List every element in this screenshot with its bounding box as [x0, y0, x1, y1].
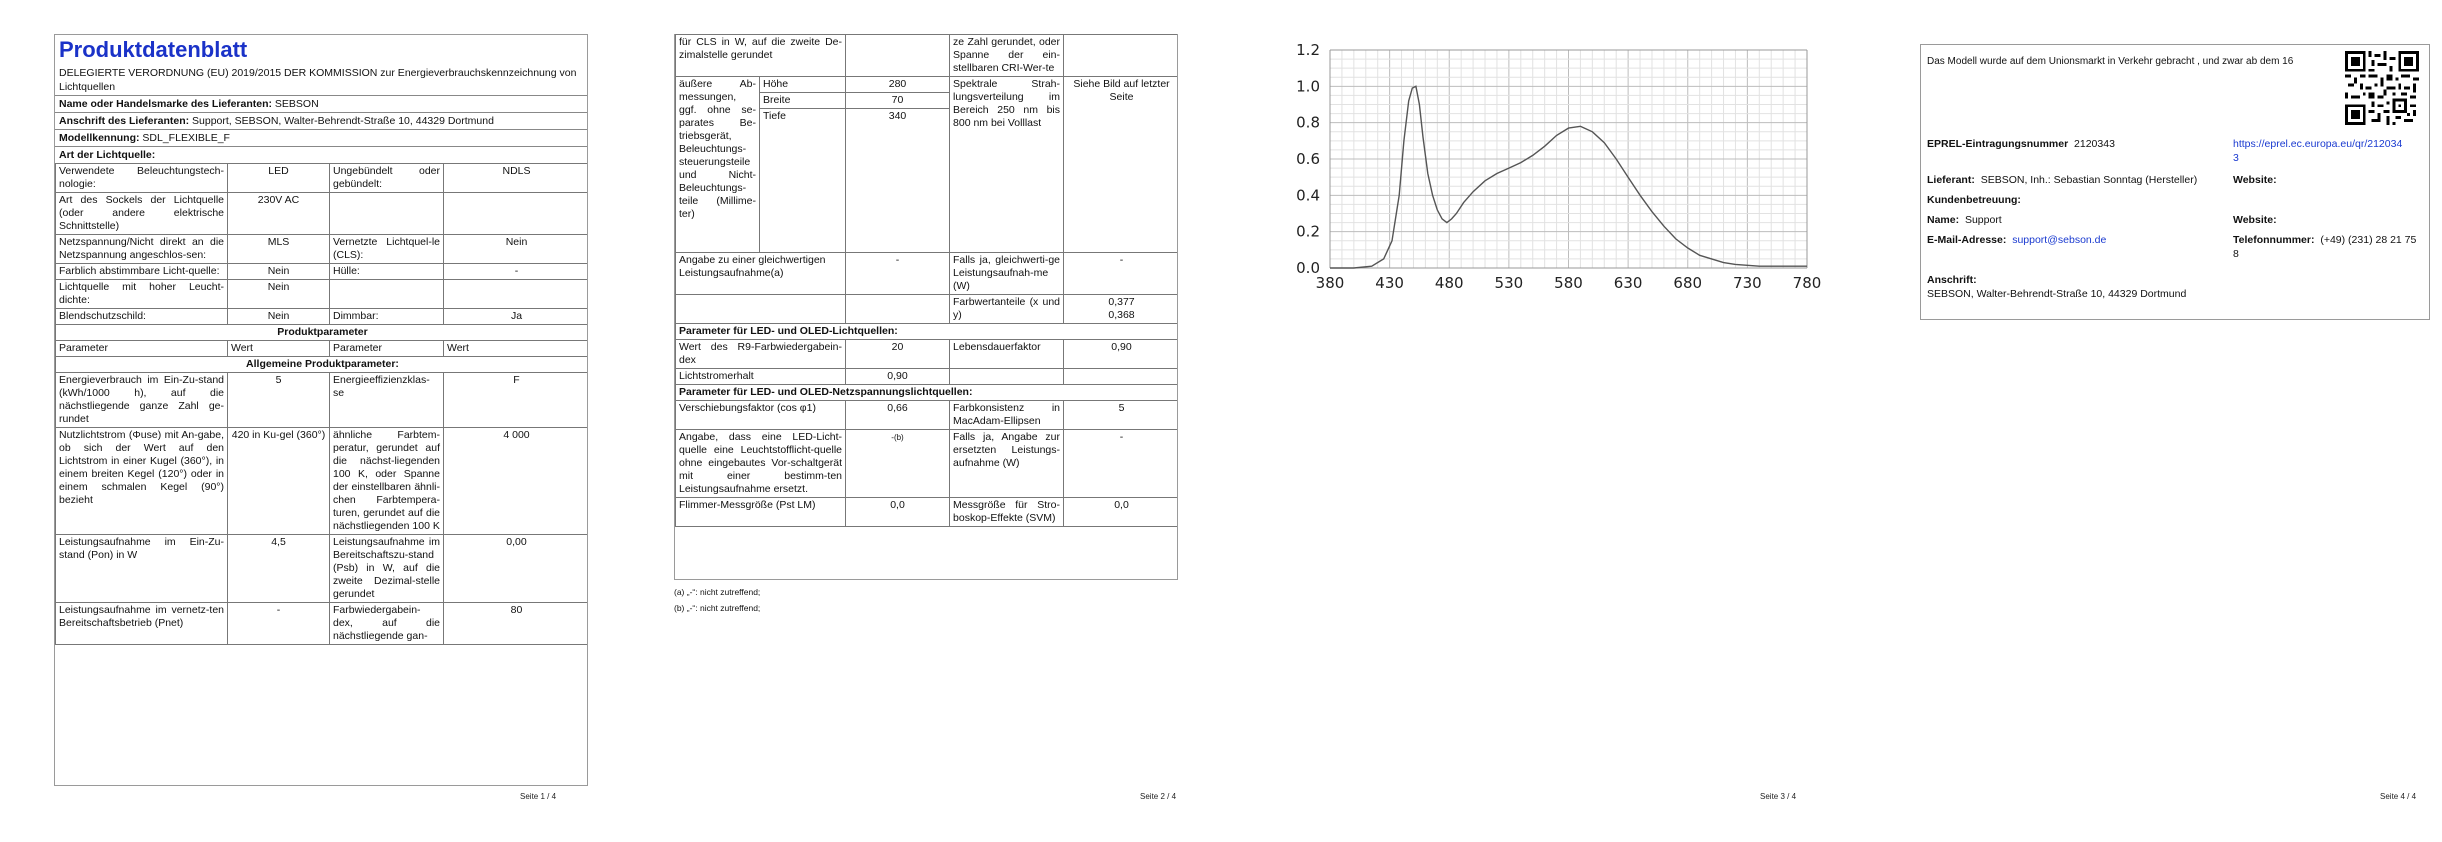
table-cell: Nein: [228, 280, 330, 309]
table-cell: -: [1064, 430, 1178, 498]
table-row: [56, 325, 589, 341]
table-cell: Leistungsaufnahme im vernetz-ten Bereitschaftsbetrieb (Pnet): [56, 603, 228, 645]
table-cell: 230V AC: [228, 193, 330, 235]
supplier-label: Name oder Handelsmarke des Lieferanten:: [59, 98, 272, 110]
table-cell: MLS: [228, 235, 330, 264]
email-line: [1927, 233, 2106, 247]
table-row: [56, 193, 589, 235]
page-1: [42, 0, 602, 842]
regulation-text: DELEGIERTE VERORDNUNG (EU) 2019/2015 DER KOMMISSION zur Energieverbrauchskennzeichnung von Lichtquellen: [59, 67, 577, 93]
table-cell: [330, 280, 444, 309]
table-cell: 20: [846, 340, 950, 369]
table-row: [676, 430, 1179, 498]
table-cell: -: [444, 264, 589, 280]
table-cell: Energieeffizienzklas-se: [330, 373, 444, 428]
phone-value: (+49) (231) 28 21 75 8: [2233, 234, 2417, 260]
column-header: Wert: [228, 341, 330, 357]
table-cell: Farblich abstimmbare Licht-quelle:: [56, 264, 228, 280]
table-cell: Nein: [228, 264, 330, 280]
eprel-label: EPREL-Eintragungsnummer: [1927, 138, 2069, 150]
supplier-line: [55, 95, 587, 112]
table-cell: Wert des R9-Farbwiedergabein-dex: [676, 340, 846, 369]
table-row: [56, 164, 589, 193]
eprel-info-box: [1920, 44, 2430, 320]
section-heading: Parameter für LED- und OLED-Netzspannungslichtquellen:: [676, 385, 1179, 401]
x-tick-label: 630: [1613, 274, 1643, 292]
website-label: Website:: [2233, 174, 2277, 186]
page-number: Seite 3 / 4: [1760, 792, 1797, 801]
table-row: [676, 369, 1179, 385]
table-cell: -: [846, 253, 950, 295]
section-heading: Parameter für LED- und OLED-Lichtquellen:: [676, 324, 1179, 340]
market-date-text: Das Modell wurde auf dem Unionsmarkt in Verkehr gebracht , und zwar ab dem 16: [1927, 56, 2294, 67]
supplier-value: SEBSON, Inh.: Sebastian Sonntag (Hersteller): [1980, 174, 2198, 186]
table-cell: ze Zahl gerundet, oder Spanne der ein-stellbaren CRI-Wer-te: [950, 35, 1064, 77]
table-cell: [444, 280, 589, 309]
table-row: [56, 373, 589, 428]
x-tick-label: 480: [1434, 274, 1464, 292]
table-cell: -(b): [846, 430, 950, 498]
table-row: [56, 309, 589, 325]
table-cell: [676, 295, 846, 324]
x-tick-label: 580: [1554, 274, 1583, 292]
section-heading: Allgemeine Produktparameter:: [56, 357, 589, 373]
table-cell: Breite: [760, 93, 846, 109]
page-title: Produktdatenblatt: [59, 37, 248, 62]
y-tick-label: 0.2: [1296, 222, 1320, 241]
support-website-label: Website:: [2233, 214, 2277, 226]
phone-label: Telefonnummer:: [2233, 234, 2315, 246]
x-tick-label: 530: [1494, 274, 1524, 292]
table-cell: Leistungsaufnahme im Bereitschaftszu-stand (Psb) in W, auf die zweite Dezimal-stelle gerundet: [330, 535, 444, 603]
model-line: [55, 129, 587, 146]
page-number: Seite 2 / 4: [1140, 792, 1177, 801]
table-cell: NDLS: [444, 164, 589, 193]
x-tick-label: 780: [1792, 274, 1822, 292]
table-cell: Blendschutzschild:: [56, 309, 228, 325]
x-tick-label: 430: [1375, 274, 1404, 292]
table-cell: Falls ja, Angabe zur ersetzten Leistungs-aufnahme (W): [950, 430, 1064, 498]
x-tick-label: 680: [1673, 274, 1703, 292]
contact-name-line: [1927, 213, 2002, 227]
table-cell: Verschiebungsfaktor (cos φ1): [676, 401, 846, 430]
x-tick-label: 380: [1315, 274, 1345, 292]
supplier-label: Lieferant:: [1927, 174, 1975, 186]
table-row: [56, 264, 589, 280]
phone-line: [2233, 233, 2423, 261]
table-cell: Energieverbrauch im Ein-Zu-stand (kWh/1000 h), auf die nächstliegende ganze Zahl ge-rundet: [56, 373, 228, 428]
table-cell: Tiefe: [760, 109, 846, 253]
table-cell: 0,66: [846, 401, 950, 430]
table-cell: Spektrale Strah-lungsverteilung im Bereich 250 nm bis 800 nm bei Volllast: [950, 77, 1064, 253]
table-cell: Vernetzte Lichtquel-le (CLS):: [330, 235, 444, 264]
table-row: [676, 401, 1179, 430]
datasheet-frame: [54, 34, 588, 786]
chroma-x-value: 0,377: [1108, 296, 1135, 308]
table-cell: äußere Ab-messungen, ggf. ohne se-parates Be-triebsgerät, Beleuchtungs-steuerungsteile und Nicht-Beleuchtungs-teile (Millime-ter): [676, 77, 760, 253]
y-tick-label: 1.0: [1296, 77, 1320, 96]
table-cell: Nutzlichtstrom (Φuse) mit An-gabe, ob sich der Wert auf den Lichtstrom in einer Kugel (360°), in einem breiten Kegel (120°) oder in einem schmalen Kegel (90°) bezieht: [56, 428, 228, 535]
table-cell: F: [444, 373, 589, 428]
y-tick-label: 0.6: [1296, 150, 1320, 168]
table-row: [56, 603, 589, 645]
chart-grid: [1330, 50, 1807, 268]
table-row: [56, 235, 589, 264]
table-row: [676, 385, 1179, 401]
x-tick-label: 730: [1733, 274, 1762, 292]
table-cell: LED: [228, 164, 330, 193]
table-row: [56, 535, 589, 603]
model-label: Modellkennung:: [59, 132, 140, 144]
column-header: Parameter: [56, 341, 228, 357]
table-row: [676, 340, 1179, 369]
table-cell: Dimmbar:: [330, 309, 444, 325]
footnote-b: (b) „-“: nicht zutreffend;: [674, 603, 761, 613]
column-header: Parameter: [330, 341, 444, 357]
y-tick-label: 1.2: [1296, 41, 1320, 59]
page-number: Seite 1 / 4: [520, 792, 557, 801]
table-cell: 4 000: [444, 428, 589, 535]
table-cell: -: [1064, 253, 1178, 295]
table-cell: 80: [444, 603, 589, 645]
table-cell: für CLS in W, auf die zweite De-zimalstelle gerundet: [676, 35, 846, 77]
customer-support-label: Kundenbetreuung:: [1927, 194, 2021, 206]
light-type-heading: Art der Lichtquelle:: [55, 146, 587, 163]
table-cell: Farbwertanteile (x und y): [950, 295, 1064, 324]
supplier-line: [1927, 173, 2197, 187]
chroma-y-value: 0,368: [1108, 309, 1135, 321]
table-cell: Netzspannung/Nicht direkt an die Netzspannung angeschlos-sen:: [56, 235, 228, 264]
table-cell: [846, 295, 950, 324]
eprel-number-line: [1927, 137, 2115, 151]
table-cell: 5: [1064, 401, 1178, 430]
table-row: [676, 498, 1179, 527]
address-label: Anschrift des Lieferanten:: [59, 115, 190, 127]
table-cell: Falls ja, gleichwerti-ge Leistungsaufnah-me (W): [950, 253, 1064, 295]
table-cell: Flimmer-Messgröße (Pst LM): [676, 498, 846, 527]
address-line: [55, 112, 587, 129]
table-cell: 280: [846, 77, 950, 93]
y-tick-label: 0.8: [1296, 113, 1320, 132]
table-cell: [330, 193, 444, 235]
datasheet-frame: [674, 34, 1178, 580]
table-cell: 0,90: [846, 369, 950, 385]
table-cell: 0,0: [846, 498, 950, 527]
supplier-value: SEBSON: [274, 98, 319, 110]
table-cell: Farbwiedergabein-dex, auf die nächstliegende gan-: [330, 603, 444, 645]
table-cell: Hülle:: [330, 264, 444, 280]
table-row: [56, 341, 589, 357]
table-cell: Verwendete Beleuchtungstech-nologie:: [56, 164, 228, 193]
table-cell: Siehe Bild auf letzter Seite: [1064, 77, 1178, 253]
column-header: Wert: [444, 341, 589, 357]
table-cell: Angabe, dass eine LED-Licht-quelle eine Leuchtstofflicht-quelle ohne eingebautes Vor-schaltgerät mit einer bestimm-ten Leistungsaufnahme ersetzt.: [676, 430, 846, 498]
table-cell: 0,00: [444, 535, 589, 603]
table-cell: Lichtstromerhalt: [676, 369, 846, 385]
table-cell: Angabe zu einer gleichwertigen Leistungsaufnahme(a): [676, 253, 846, 295]
table-row: [676, 295, 1179, 324]
table-cell: [444, 193, 589, 235]
page-4: [1902, 0, 2442, 842]
table-cell: [1064, 369, 1178, 385]
table-row: [676, 35, 1179, 77]
light-source-table: [55, 163, 588, 645]
parameter-table: [675, 34, 1178, 527]
table-row: [56, 280, 589, 309]
email-label: E-Mail-Adresse:: [1927, 234, 2007, 246]
page-2: [662, 0, 1222, 842]
address-value: SEBSON, Walter-Behrendt-Straße 10, 44329 Dortmund: [1927, 288, 2187, 300]
table-cell: Nein: [228, 309, 330, 325]
table-cell: -: [228, 603, 330, 645]
y-tick-label: 0.0: [1296, 259, 1320, 277]
page-3: [1282, 0, 1842, 842]
table-cell: 0,0: [1064, 498, 1178, 527]
table-row: [56, 428, 589, 535]
table-cell: Nein: [444, 235, 589, 264]
table-row: [676, 324, 1179, 340]
table-cell: ähnliche Farbtem-peratur, gerundet auf die nächst-liegenden 100 K, oder Spanne der einstellbaren ähnli-chen Farbtempera-turen, gerundet auf die nächstliegenden 100 K: [330, 428, 444, 535]
table-cell: 70: [846, 93, 950, 109]
table-cell: Messgröße für Stro-boskop-Effekte (SVM): [950, 498, 1064, 527]
table-cell: Ungebündelt oder gebündelt:: [330, 164, 444, 193]
table-cell: 0,90: [1064, 340, 1178, 369]
contact-name-value: Support: [1964, 214, 2002, 226]
page-number: Seite 4 / 4: [2380, 792, 2417, 801]
section-heading: Produktparameter: [56, 325, 589, 341]
table-cell: Art des Sockels der Lichtquelle (oder andere elektrische Schnittstelle): [56, 193, 228, 235]
address-value: Support, SEBSON, Walter-Behrendt-Straße 10, 44329 Dortmund: [192, 115, 494, 127]
email-link[interactable]: support@sebson.de: [2012, 234, 2107, 246]
contact-name-label: Name:: [1927, 214, 1960, 226]
table-cell: [1064, 35, 1178, 77]
table-cell: Höhe: [760, 77, 846, 93]
spectral-distribution-chart: [1282, 0, 1842, 300]
table-cell: [950, 369, 1064, 385]
table-cell: Leistungsaufnahme im Ein-Zu-stand (Pon) in W: [56, 535, 228, 603]
footnote-a: (a) „-“: nicht zutreffend;: [674, 587, 761, 597]
table-cell: Ja: [444, 309, 589, 325]
chart-ticks: [1296, 41, 1821, 292]
table-row: [56, 357, 589, 373]
model-value: SDL_FLEXIBLE_F: [142, 132, 230, 144]
address-label: Anschrift:: [1927, 274, 1977, 286]
y-tick-label: 0.4: [1296, 186, 1320, 205]
table-cell: Lebensdauerfaktor: [950, 340, 1064, 369]
table-row: [676, 77, 1179, 93]
table-cell: 340: [846, 109, 950, 253]
table-row: [676, 253, 1179, 295]
table-cell: [846, 35, 950, 77]
table-cell: 420 in Ku-gel (360°): [228, 428, 330, 535]
qr-code[interactable]: [2345, 51, 2419, 125]
eprel-value: 2120343: [2074, 138, 2115, 150]
table-cell: Farbkonsistenz in MacAdam-Ellipsen: [950, 401, 1064, 430]
table-cell: Lichtquelle mit hoher Leucht-dichte:: [56, 280, 228, 309]
table-cell: 5: [228, 373, 330, 428]
table-cell: [1064, 295, 1178, 324]
eprel-link[interactable]: https://eprel.ec.europa.eu/qr/2120343: [2233, 138, 2403, 164]
table-cell: 4,5: [228, 535, 330, 603]
